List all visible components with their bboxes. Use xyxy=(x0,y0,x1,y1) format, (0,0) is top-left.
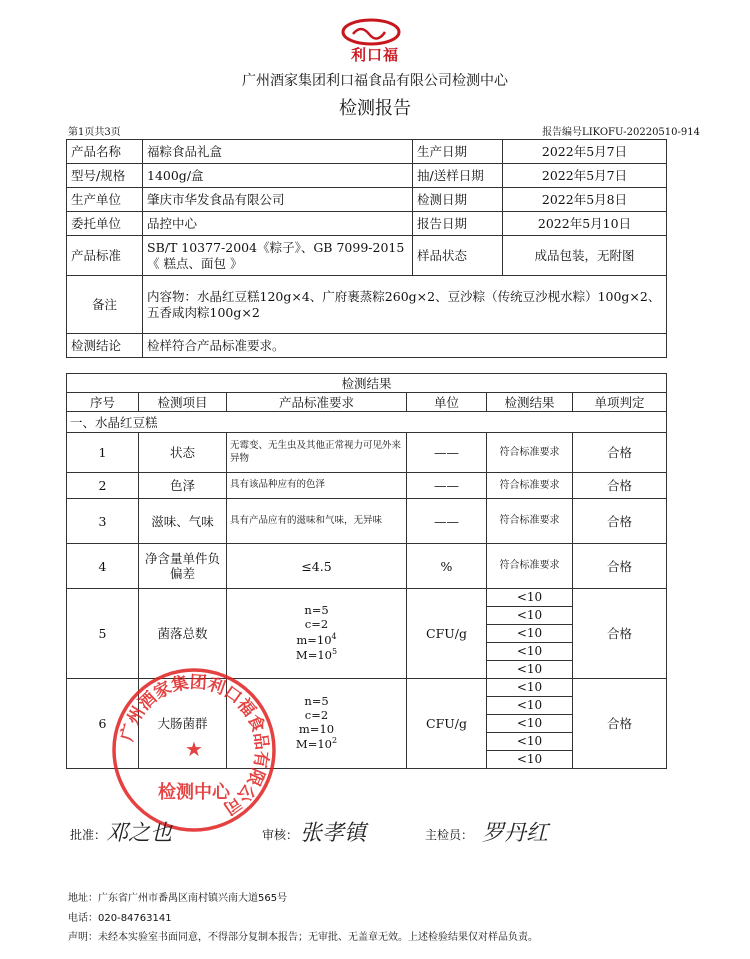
production-date-label: 生产日期 xyxy=(413,140,503,164)
req-m-exp: 4 xyxy=(331,631,337,641)
row-unit: CFU/g xyxy=(407,589,487,679)
footer-statement: 声明：未经本实验室书面同意，不得部分复制本报告；无审批、无盖章无效。上述检验结果仅对样品负责。 xyxy=(68,932,538,943)
remarks-label: 备注 xyxy=(67,276,143,334)
row-unit: CFU/g xyxy=(407,679,487,769)
req-M-base: M=10 xyxy=(295,737,332,752)
manufacturer-value: 肇庆市华发食品有限公司 xyxy=(143,188,413,212)
row-result: 符合标准要求 xyxy=(487,473,573,499)
company-name: 广州酒家集团利口福食品有限公司检测中心 xyxy=(242,73,508,89)
header-item: 检测项目 xyxy=(139,393,227,412)
footer-address: 地址：广东省广州市番禺区南村镇兴南大道565号 xyxy=(68,893,288,904)
official-stamp-icon xyxy=(110,666,278,834)
result-value: <10 xyxy=(487,733,572,751)
header-result: 检测结果 xyxy=(487,393,573,412)
conclusion-value: 检样符合产品标准要求。 xyxy=(143,334,667,358)
test-date-label: 检测日期 xyxy=(413,188,503,212)
standard-value: SB/T 10377-2004《粽子》、GB 7099-2015《 糕点、面包 》 xyxy=(143,236,413,276)
approve-signature: 邓之也 xyxy=(106,821,173,846)
row-result: 符合标准要求 xyxy=(487,499,573,544)
row-no: 2 xyxy=(67,473,139,499)
result-value: <10 xyxy=(516,752,543,767)
row-verdict: 合格 xyxy=(573,589,667,679)
product-name-label: 产品名称 xyxy=(67,140,143,164)
row-item: 状态 xyxy=(139,433,227,473)
review-label: 审核： xyxy=(262,828,299,842)
row-requirement xyxy=(227,589,407,679)
stamp-ring-text: 广州酒家集团利口福食品有限公司 xyxy=(117,672,272,819)
production-date-value: 2022年5月7日 xyxy=(503,140,667,164)
req-m-base: m=10 xyxy=(296,632,332,647)
row-no: 1 xyxy=(67,433,139,473)
req-M xyxy=(230,647,403,663)
sample-status-value: 成品包装，无附图 xyxy=(503,236,667,276)
report-title: 检测报告 xyxy=(339,98,411,119)
row-requirement: 具有该品种应有的色泽 xyxy=(227,473,407,499)
req-M-exp: 5 xyxy=(331,647,338,657)
inspector-signature: 罗丹红 xyxy=(482,821,549,846)
remarks-value: 内容物：水晶红豆糕120g×4、广府裹蒸粽260g×2、豆沙粽（传统豆沙枧水粽）100g×2、五香咸肉粽100g×2 xyxy=(143,276,667,334)
table-row xyxy=(67,433,667,473)
header-requirement: 产品标准要求 xyxy=(227,393,407,412)
req-n: n=5 xyxy=(304,693,329,708)
result-value: <10 xyxy=(516,662,543,677)
row-verdict: 合格 xyxy=(573,473,667,499)
row-result: 符合标准要求 xyxy=(487,544,573,589)
req-n: n=5 xyxy=(304,603,329,618)
row-verdict: 合格 xyxy=(573,499,667,544)
client-label: 委托单位 xyxy=(67,212,143,236)
row-requirement: 无霉变、无生虫及其他正常视力可见外来异物 xyxy=(227,433,407,473)
row-unit: —— xyxy=(407,499,487,544)
row-result xyxy=(487,589,573,679)
manufacturer-label: 生产单位 xyxy=(67,188,143,212)
row-unit: —— xyxy=(407,433,487,473)
row-item: 滋味、气味 xyxy=(139,499,227,544)
brand-name: 利口福 xyxy=(350,46,399,64)
table-row xyxy=(67,589,667,679)
section-title: 一、水晶红豆糕 xyxy=(67,412,667,433)
standard-label: 产品标准 xyxy=(67,236,143,276)
row-unit: —— xyxy=(407,473,487,499)
info-table xyxy=(66,139,667,358)
product-name-value: 福粽食品礼盒 xyxy=(143,140,413,164)
svg-text:★: ★ xyxy=(185,737,203,761)
client-value: 品控中心 xyxy=(143,212,413,236)
test-date-value: 2022年5月8日 xyxy=(503,188,667,212)
conclusion-label: 检测结论 xyxy=(67,334,143,358)
row-requirement: 具有产品应有的滋味和气味，无异味 xyxy=(227,499,407,544)
row-no: 3 xyxy=(67,499,139,544)
review-signature: 张孝镇 xyxy=(300,821,367,846)
row-item: 净含量单件负偏差 xyxy=(139,544,227,589)
approve-label: 批准： xyxy=(70,828,107,842)
req-c: c=2 xyxy=(304,616,329,631)
row-item: 色泽 xyxy=(139,473,227,499)
sample-status-label: 样品状态 xyxy=(413,236,503,276)
model-label: 型号/规格 xyxy=(67,164,143,188)
row-no: 6 xyxy=(67,679,139,769)
result-value: <10 xyxy=(487,589,572,607)
report-date-value: 2022年5月10日 xyxy=(503,212,667,236)
table-row xyxy=(67,473,667,499)
inspector-label: 主检员： xyxy=(425,828,474,842)
header-unit: 单位 xyxy=(407,393,487,412)
row-no: 4 xyxy=(67,544,139,589)
row-verdict: 合格 xyxy=(573,433,667,473)
req-c: c=2 xyxy=(304,707,329,722)
sampling-date-label: 抽/送样日期 xyxy=(413,164,503,188)
req-M-base: M=10 xyxy=(295,648,332,663)
table-row xyxy=(67,544,667,589)
report-number: 报告编号LIKOFU-20220510-914 xyxy=(542,127,700,138)
table-row xyxy=(67,499,667,544)
stamp-center-text: 检测中心 xyxy=(158,782,230,803)
results-title: 检测结果 xyxy=(67,374,667,393)
row-result: 符合标准要求 xyxy=(487,433,573,473)
header-verdict: 单项判定 xyxy=(573,393,667,412)
result-value: <10 xyxy=(487,715,572,733)
result-value: <10 xyxy=(487,643,572,661)
footer-phone: 电话：020-84763141 xyxy=(68,913,172,924)
row-verdict: 合格 xyxy=(573,544,667,589)
result-value: <10 xyxy=(487,679,572,697)
model-value: 1400g/盒 xyxy=(143,164,413,188)
row-item: 菌落总数 xyxy=(139,589,227,679)
result-value: <10 xyxy=(487,625,572,643)
page-info: 第1页共3页 xyxy=(68,127,121,138)
row-unit: % xyxy=(407,544,487,589)
sampling-date-value: 2022年5月7日 xyxy=(503,164,667,188)
report-date-label: 报告日期 xyxy=(413,212,503,236)
row-verdict: 合格 xyxy=(573,679,667,769)
row-item: 大肠菌群 xyxy=(139,679,227,769)
row-requirement: ≤4.5 xyxy=(227,544,407,589)
header-no: 序号 xyxy=(67,393,139,412)
req-m: m=10 xyxy=(298,721,335,736)
req-M-exp: 2 xyxy=(331,736,338,746)
req-m xyxy=(230,632,403,648)
result-value: <10 xyxy=(487,697,572,715)
row-result xyxy=(487,679,573,769)
result-value: <10 xyxy=(487,607,572,625)
row-no: 5 xyxy=(67,589,139,679)
